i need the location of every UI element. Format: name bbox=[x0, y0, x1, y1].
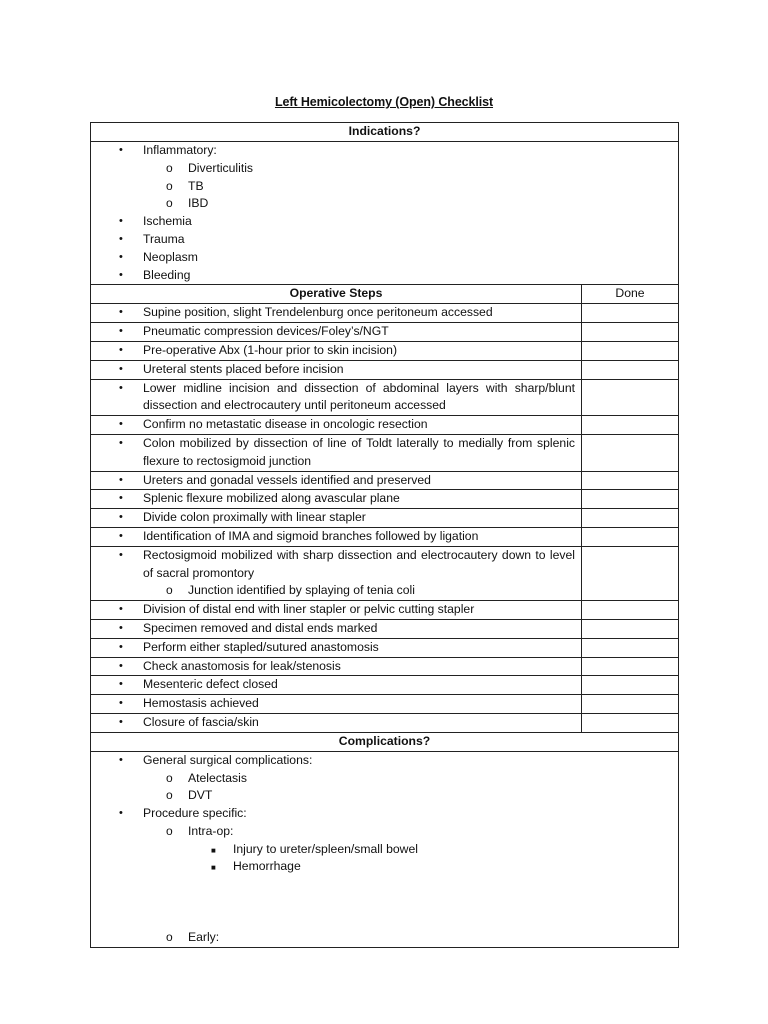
bullet-icon: • bbox=[119, 492, 123, 505]
operative-step bbox=[91, 601, 581, 619]
operative-step-text: Ureters and gonadal vessels identified and preserved bbox=[143, 472, 431, 487]
operative-step-text: Check anastomosis for leak/stenosis bbox=[143, 658, 341, 673]
operative-substep bbox=[143, 582, 575, 600]
operative-step-cell bbox=[91, 304, 582, 323]
complication-item bbox=[91, 929, 678, 947]
operative-step-cell bbox=[91, 416, 582, 435]
complication-item-text: DVT bbox=[188, 788, 213, 803]
operative-step bbox=[91, 658, 581, 676]
bullet-icon: • bbox=[119, 144, 123, 156]
done-checkbox-cell[interactable] bbox=[582, 471, 679, 490]
operative-step-row bbox=[91, 601, 679, 620]
done-checkbox-cell[interactable] bbox=[582, 341, 679, 360]
operative-substep-text: Junction identified by splaying of tenia coli bbox=[188, 583, 415, 598]
done-checkbox-cell[interactable] bbox=[582, 379, 679, 416]
indication-item bbox=[91, 160, 678, 178]
indication-item bbox=[91, 249, 678, 267]
complications-row bbox=[91, 751, 679, 947]
indication-item bbox=[91, 231, 678, 249]
indication-item-text: Trauma bbox=[143, 231, 185, 246]
operative-step-cell bbox=[91, 509, 582, 528]
operative-step-cell bbox=[91, 695, 582, 714]
bullet-icon: • bbox=[119, 362, 123, 375]
operative-step-cell bbox=[91, 490, 582, 509]
complications-list bbox=[91, 751, 679, 947]
complication-spacer bbox=[91, 876, 678, 929]
bullet-icon: • bbox=[119, 603, 123, 616]
operative-step-row bbox=[91, 509, 679, 528]
bullet-icon: o bbox=[166, 583, 173, 598]
operative-step-row bbox=[91, 360, 679, 379]
complication-item-text: General surgical complications: bbox=[143, 752, 313, 767]
operative-step-cell bbox=[91, 657, 582, 676]
operative-step bbox=[91, 620, 581, 638]
done-checkbox-cell[interactable] bbox=[582, 546, 679, 600]
done-checkbox-cell[interactable] bbox=[582, 619, 679, 638]
done-checkbox-cell[interactable] bbox=[582, 304, 679, 323]
bullet-icon: • bbox=[119, 659, 123, 672]
operative-step-row bbox=[91, 341, 679, 360]
bullet-icon: • bbox=[119, 232, 123, 245]
operative-step bbox=[91, 361, 581, 379]
bullet-icon: • bbox=[119, 697, 123, 710]
bullet-icon: • bbox=[119, 418, 123, 431]
operative-step-cell bbox=[91, 638, 582, 657]
bullet-icon: o bbox=[166, 930, 173, 945]
complication-item bbox=[91, 823, 678, 841]
operative-step-row bbox=[91, 323, 679, 342]
operative-step bbox=[91, 416, 581, 434]
operative-step-text: Pneumatic compression devices/Foley’s/NGT bbox=[143, 324, 389, 339]
operative-step-row bbox=[91, 619, 679, 638]
indication-item bbox=[91, 142, 678, 160]
bullet-icon: • bbox=[119, 548, 123, 561]
done-column-header: Done bbox=[582, 285, 679, 304]
bullet-icon: • bbox=[119, 511, 123, 524]
operative-step-text: Splenic flexure mobilized along avascular plane bbox=[143, 491, 400, 506]
operative-step-row bbox=[91, 379, 679, 416]
bullet-icon: o bbox=[166, 178, 173, 193]
operative-step-row bbox=[91, 471, 679, 490]
operative-step-cell bbox=[91, 619, 582, 638]
operative-step-text: Hemostasis achieved bbox=[143, 696, 259, 711]
complication-item-text: Procedure specific: bbox=[143, 806, 247, 821]
operative-step-cell bbox=[91, 360, 582, 379]
operative-step-cell bbox=[91, 527, 582, 546]
operative-step-row bbox=[91, 304, 679, 323]
operative-step-row bbox=[91, 695, 679, 714]
operative-step-text: Ureteral stents placed before incision bbox=[143, 361, 344, 376]
done-checkbox-cell[interactable] bbox=[582, 360, 679, 379]
operative-step bbox=[91, 676, 581, 694]
operative-step bbox=[91, 490, 581, 508]
done-checkbox-cell[interactable] bbox=[582, 657, 679, 676]
indication-item-text: Inflammatory: bbox=[143, 143, 217, 157]
operative-step-cell bbox=[91, 379, 582, 416]
indications-list bbox=[91, 142, 679, 285]
operative-steps-header: Operative Steps bbox=[91, 285, 582, 304]
bullet-icon: o bbox=[166, 160, 173, 175]
operative-step-row bbox=[91, 676, 679, 695]
done-checkbox-cell[interactable] bbox=[582, 601, 679, 620]
complication-item-text: Injury to ureter/spleen/small bowel bbox=[233, 841, 418, 856]
bullet-icon: • bbox=[119, 715, 123, 728]
done-checkbox-cell[interactable] bbox=[582, 713, 679, 732]
done-checkbox-cell[interactable] bbox=[582, 638, 679, 657]
indication-item-text: IBD bbox=[188, 196, 209, 211]
complication-item bbox=[91, 858, 678, 876]
operative-step-row bbox=[91, 434, 679, 471]
done-checkbox-cell[interactable] bbox=[582, 434, 679, 471]
complication-item bbox=[91, 787, 678, 805]
bullet-icon: • bbox=[119, 268, 123, 281]
done-checkbox-cell[interactable] bbox=[582, 416, 679, 435]
indications-row bbox=[91, 142, 679, 285]
operative-step-cell bbox=[91, 341, 582, 360]
done-checkbox-cell[interactable] bbox=[582, 676, 679, 695]
complication-item-text: Intra-op: bbox=[188, 823, 234, 838]
checklist-table bbox=[90, 122, 679, 948]
done-checkbox-cell[interactable] bbox=[582, 527, 679, 546]
operative-step bbox=[91, 380, 581, 416]
operative-step bbox=[91, 304, 581, 322]
operative-step-cell bbox=[91, 713, 582, 732]
operative-step-cell bbox=[91, 546, 582, 600]
indications-header: Indications? bbox=[91, 123, 679, 142]
operative-step-cell bbox=[91, 434, 582, 471]
operative-step-text: Colon mobilized by dissection of line of Toldt laterally to medially from splenic flexure to rectosigmoid junction bbox=[143, 435, 575, 468]
complications-header-row bbox=[91, 732, 679, 751]
done-checkbox-cell[interactable] bbox=[582, 509, 679, 528]
bullet-icon: • bbox=[119, 325, 123, 338]
operative-step-row bbox=[91, 638, 679, 657]
operative-step bbox=[91, 342, 581, 360]
operative-step-text: Perform either stapled/sutured anastomosis bbox=[143, 639, 379, 654]
operative-step-text: Specimen removed and distal ends marked bbox=[143, 620, 378, 635]
bullet-icon: • bbox=[119, 215, 123, 228]
operative-step-cell bbox=[91, 323, 582, 342]
operative-step bbox=[91, 695, 581, 713]
bullet-icon: • bbox=[119, 436, 123, 449]
operative-step-text: Pre-operative Abx (1-hour prior to skin incision) bbox=[143, 342, 398, 357]
indication-item-text: Ischemia bbox=[143, 214, 192, 229]
bullet-icon: • bbox=[119, 473, 123, 486]
indication-item bbox=[91, 178, 678, 196]
bullet-icon: ■ bbox=[211, 845, 216, 855]
complication-item bbox=[91, 805, 678, 823]
operative-step-text: Divide colon proximally with linear stapler bbox=[143, 510, 366, 525]
complication-item bbox=[91, 752, 678, 770]
operative-step-cell bbox=[91, 676, 582, 695]
operative-step bbox=[91, 528, 581, 546]
operative-step bbox=[91, 323, 581, 341]
operative-step-text: Supine position, slight Trendelenburg once peritoneum accessed bbox=[143, 305, 493, 320]
bullet-icon: • bbox=[119, 381, 123, 394]
operative-step-text: Division of distal end with liner stapler or pelvic cutting stapler bbox=[143, 602, 475, 617]
bullet-icon: • bbox=[119, 306, 123, 319]
operative-step-row bbox=[91, 657, 679, 676]
operative-step bbox=[91, 472, 581, 490]
indication-item-text: Neoplasm bbox=[143, 249, 198, 264]
bullet-icon: • bbox=[119, 250, 123, 263]
page-title: Left Hemicolectomy (Open) Checklist bbox=[274, 95, 494, 109]
operative-step-cell bbox=[91, 601, 582, 620]
operative-step bbox=[91, 435, 581, 471]
bullet-icon: • bbox=[119, 529, 123, 542]
indication-item bbox=[91, 267, 678, 285]
bullet-icon: o bbox=[166, 770, 173, 785]
operative-step bbox=[91, 639, 581, 657]
bullet-icon: • bbox=[119, 807, 123, 820]
complication-item-text: Atelectasis bbox=[188, 770, 247, 785]
bullet-icon: • bbox=[119, 678, 123, 691]
complication-item-text: Early: bbox=[188, 930, 220, 945]
complication-item bbox=[91, 841, 678, 859]
bullet-icon: ■ bbox=[211, 863, 216, 873]
bullet-icon: • bbox=[119, 343, 123, 356]
indication-item-text: Bleeding bbox=[143, 267, 191, 282]
done-checkbox-cell[interactable] bbox=[582, 490, 679, 509]
indications-header-row bbox=[91, 123, 679, 142]
indication-item bbox=[91, 213, 678, 231]
indication-item bbox=[91, 195, 678, 213]
bullet-icon: o bbox=[166, 823, 173, 838]
bullet-icon: • bbox=[119, 753, 123, 766]
indication-item-text: Diverticulitis bbox=[188, 160, 254, 175]
complications-header: Complications? bbox=[91, 732, 679, 751]
operative-step bbox=[91, 714, 581, 732]
operative-step-row bbox=[91, 416, 679, 435]
operative-step-text: Rectosigmoid mobilized with sharp dissection and electrocautery down to level of sacral promontory bbox=[143, 547, 575, 580]
operative-step bbox=[91, 547, 581, 600]
complication-item-text: Hemorrhage bbox=[233, 859, 301, 874]
operative-step bbox=[91, 509, 581, 527]
operative-step-text: Lower midline incision and dissection of abdominal layers with sharp/blunt dissection and electrocautery until peritoneum accessed bbox=[143, 380, 575, 413]
operative-step-text: Confirm no metastatic disease in oncologic resection bbox=[143, 417, 428, 432]
operative-step-text: Closure of fascia/skin bbox=[143, 714, 259, 729]
bullet-icon: o bbox=[166, 196, 173, 211]
indication-item-text: TB bbox=[188, 178, 204, 193]
bullet-icon: • bbox=[119, 640, 123, 653]
operative-steps-header-row bbox=[91, 285, 679, 304]
bullet-icon: • bbox=[119, 621, 123, 634]
operative-step-row bbox=[91, 713, 679, 732]
operative-step-text: Mesenteric defect closed bbox=[143, 677, 278, 692]
operative-step-row bbox=[91, 527, 679, 546]
complication-item bbox=[91, 770, 678, 788]
done-checkbox-cell[interactable] bbox=[582, 695, 679, 714]
bullet-icon: o bbox=[166, 788, 173, 803]
operative-step-row bbox=[91, 490, 679, 509]
operative-step-row bbox=[91, 546, 679, 600]
done-checkbox-cell[interactable] bbox=[582, 323, 679, 342]
operative-step-cell bbox=[91, 471, 582, 490]
operative-step-text: Identification of IMA and sigmoid branches followed by ligation bbox=[143, 528, 479, 543]
